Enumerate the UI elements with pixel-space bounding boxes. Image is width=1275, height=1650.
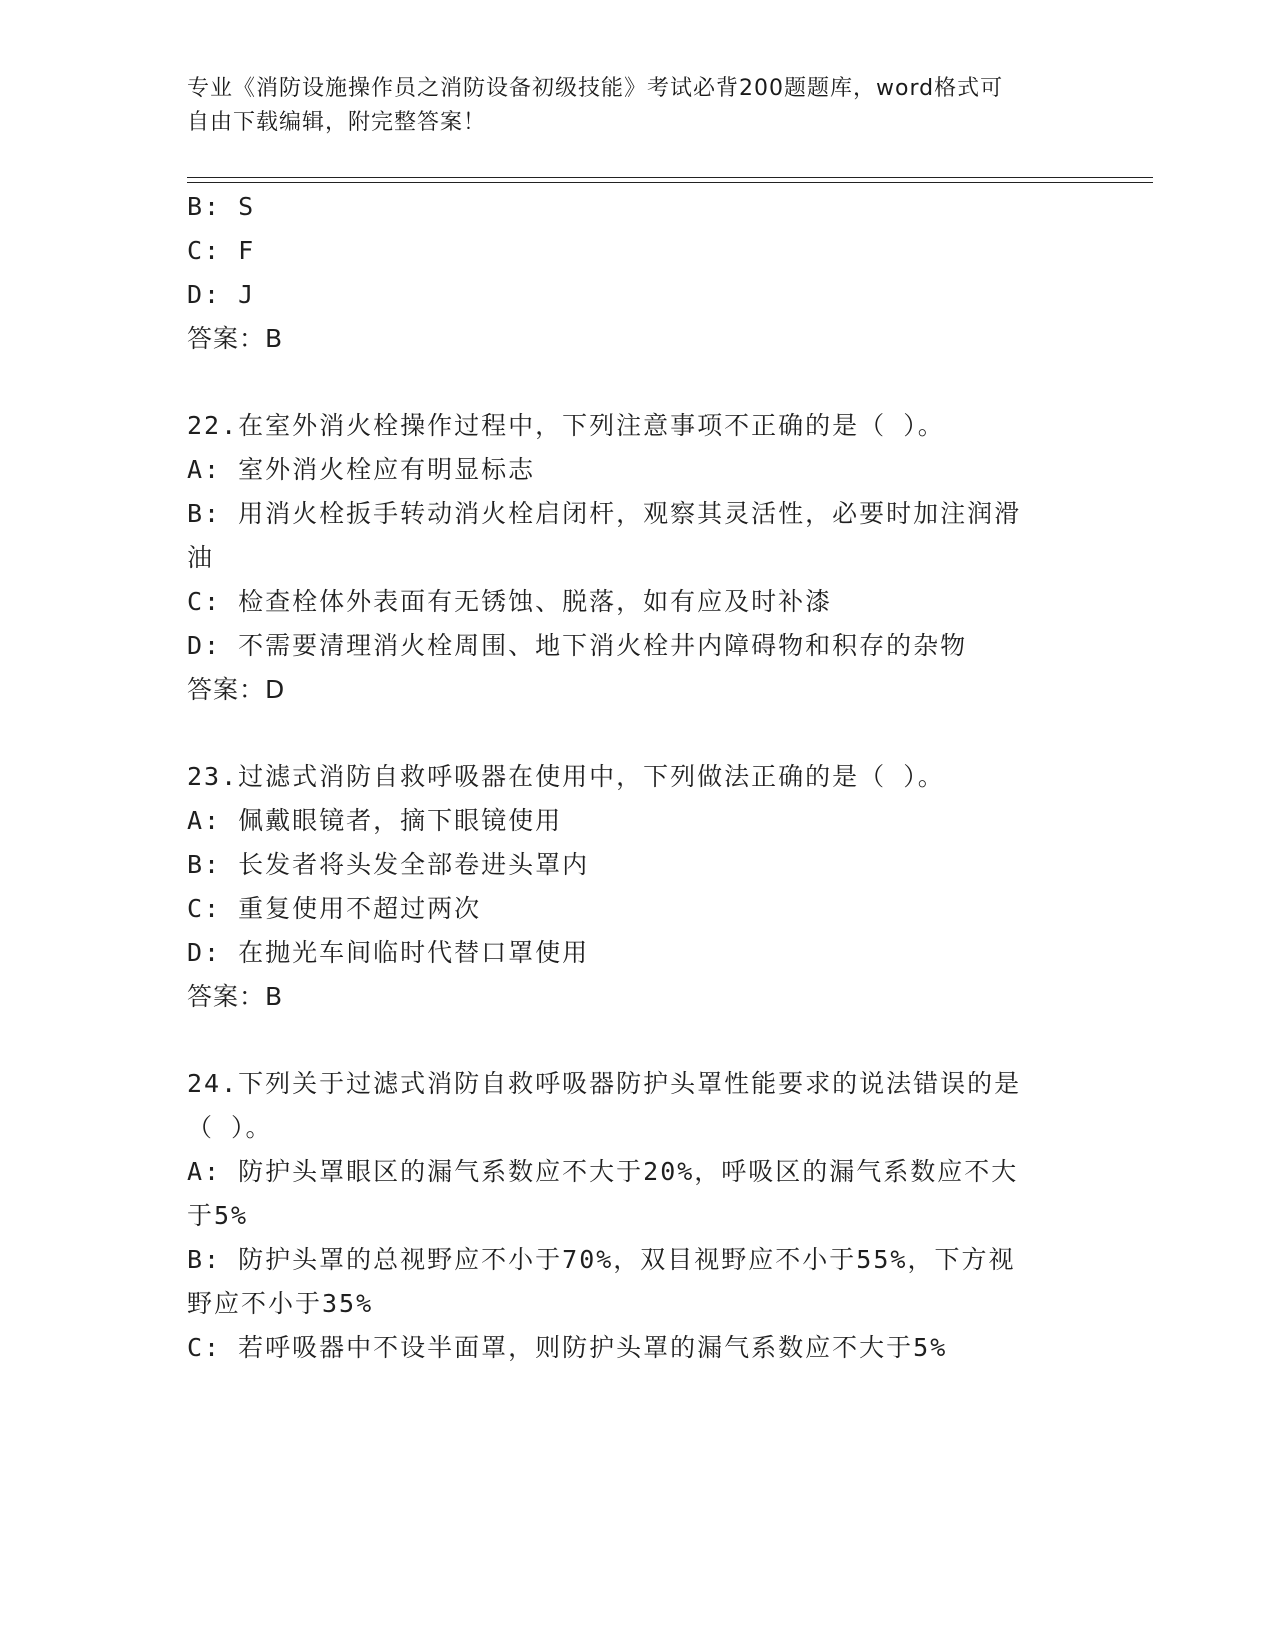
header-line-1: 专业《消防设施操作员之消防设备初级技能》考试必背200题题库，word格式可 [187, 76, 1004, 101]
header-rule-bottom [187, 182, 1153, 183]
q24-option-b-line2: 野应不小于35% [187, 1289, 374, 1318]
q24-stem-line2: （ ）。 [187, 1113, 273, 1142]
q21-option-b: B: S [187, 192, 256, 221]
q23-option-a: A: 佩戴眼镜者，摘下眼镜使用 [187, 806, 563, 835]
q22-answer: 答案：D [187, 675, 286, 704]
q21-option-d: D: J [187, 280, 256, 309]
q22-option-d: D: 不需要清理消火栓周围、地下消火栓井内障碍物和积存的杂物 [187, 631, 968, 660]
q23-option-c: C: 重复使用不超过两次 [187, 894, 482, 923]
q24-stem-line1: 24.下列关于过滤式消防自救呼吸器防护头罩性能要求的说法错误的是 [187, 1069, 1022, 1098]
header-rule-top [187, 177, 1153, 178]
q22-option-b-line1: B: 用消火栓扳手转动消火栓启闭杆，观察其灵活性，必要时加注润滑 [187, 499, 1022, 528]
header-line-2: 自由下载编辑，附完整答案！ [187, 110, 487, 135]
q23-option-d: D: 在抛光车间临时代替口罩使用 [187, 938, 590, 967]
q22-option-b-line2: 油 [187, 543, 215, 572]
q23-option-b: B: 长发者将头发全部卷进头罩内 [187, 850, 590, 879]
q22-option-c: C: 检查栓体外表面有无锈蚀、脱落，如有应及时补漆 [187, 587, 833, 616]
q22-stem: 22.在室外消火栓操作过程中，下列注意事项不正确的是（ ）。 [187, 411, 945, 440]
q21-answer: 答案：B [187, 324, 284, 353]
q24-option-c: C: 若呼吸器中不设半面罩，则防护头罩的漏气系数应不大于5% [187, 1333, 948, 1362]
q24-option-a-line1: A: 防护头罩眼区的漏气系数应不大于20%，呼吸区的漏气系数应不大 [187, 1157, 1019, 1186]
q21-option-c: C: F [187, 236, 256, 265]
q23-stem: 23.过滤式消防自救呼吸器在使用中，下列做法正确的是（ ）。 [187, 762, 945, 791]
q24-option-a-line2: 于5% [187, 1201, 249, 1230]
q22-option-a: A: 室外消火栓应有明显标志 [187, 455, 536, 484]
q23-answer: 答案：B [187, 982, 284, 1011]
q24-option-b-line1: B: 防护头罩的总视野应不小于70%，双目视野应不小于55%，下方视 [187, 1245, 1016, 1274]
document-header [187, 72, 1087, 140]
